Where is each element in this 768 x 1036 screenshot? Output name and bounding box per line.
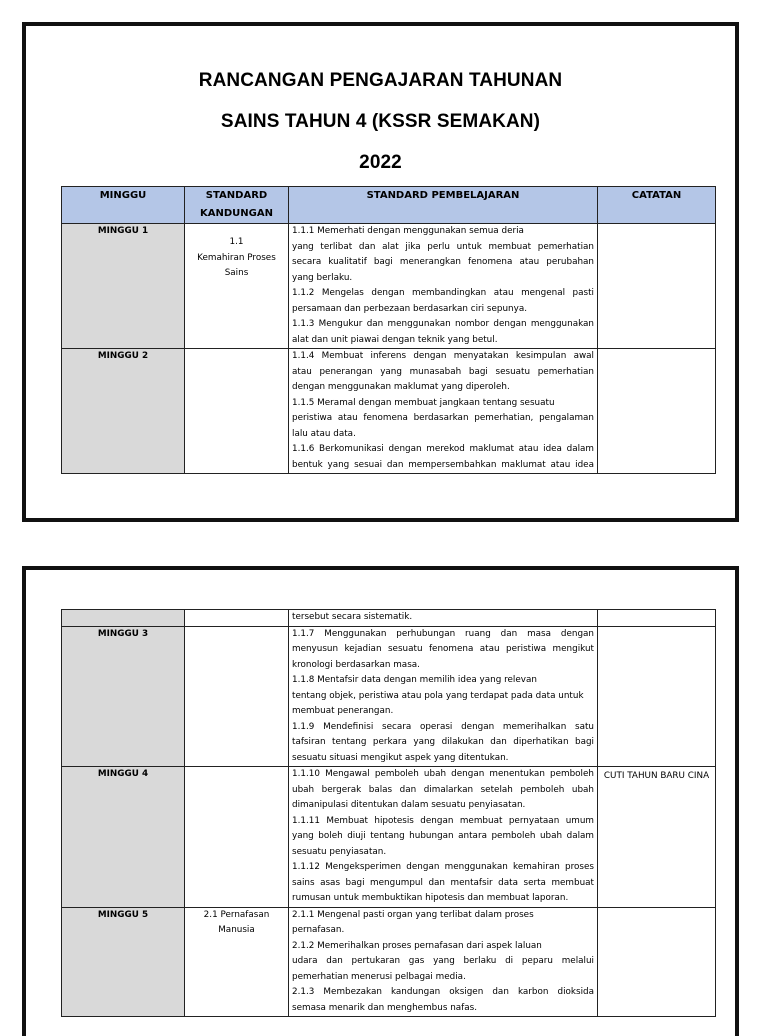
sp-line: ubah bergerak balas dan dimalarkan setelah pemboleh ubah <box>292 784 594 795</box>
week-cell: MINGGU 2 <box>62 349 185 474</box>
week-cell: MINGGU 4 <box>62 767 185 908</box>
sp-line: secara kualitatif bagi menerangkan fenomena atau perubahan <box>292 257 594 267</box>
sp-line: tentang objek, peristiwa atau pola yang terdapat pada data untuk <box>292 690 584 701</box>
week-cell: MINGGU 5 <box>62 907 185 1017</box>
sp-line: 2.1.2 Memerihalkan proses pernafasan dari aspek laluan <box>292 940 542 951</box>
sp-line: 1.1.9 Mendefinisi secara operasi dengan memerihalkan satu <box>292 721 594 732</box>
sp-line: 1.1.1 Memerhati dengan menggunakan semua deria <box>292 226 524 236</box>
standard-pembelajaran-cell <box>289 224 598 349</box>
standard-kandungan-cell <box>185 610 289 627</box>
rpt-table-page-1 <box>61 186 716 474</box>
sk-text: Kemahiran Proses Sains <box>197 252 276 278</box>
table-row <box>62 907 716 1017</box>
sp-line: atau penerangan yang munasabah bagi sesuatu pemerhatian <box>292 366 594 377</box>
sp-line: sesuatu penyiasatan. <box>292 846 387 857</box>
header-sk-line2: KANDUNGAN <box>200 208 273 219</box>
standard-kandungan-cell <box>185 767 289 908</box>
table-row <box>62 349 716 474</box>
standard-kandungan-cell <box>185 224 289 349</box>
sp-line: 1.1.8 Mentafsir data dengan memilih idea yang relevan <box>292 675 537 685</box>
standard-kandungan-cell: 2.1 Pernafasan Manusia <box>185 907 289 1017</box>
sp-line: kronologi berdasarkan masa. <box>292 659 420 670</box>
sp-line: peristiwa atau fenomena berdasarkan pemerhatian, pengalaman <box>292 413 594 423</box>
sp-line: yang terlibat dan alat jika perlu untuk membuat pemerhatian <box>292 241 594 252</box>
sp-line: tersebut secara sistematik. <box>292 612 413 622</box>
sp-line: semasa menarik dan menghembus nafas. <box>292 1002 478 1013</box>
sp-line: bentuk yang sesuai dan mempersembahkan maklumat atau idea <box>292 459 594 470</box>
table-row <box>62 767 716 908</box>
sp-line: pemerhatian menerusi pelbagai media. <box>292 971 466 982</box>
catatan-cell <box>598 349 716 474</box>
sp-line: yang boleh diuji tentang hubungan antara pemboleh ubah dalam <box>292 831 594 841</box>
standard-kandungan-cell <box>185 626 289 767</box>
sp-line: 1.1.10 Mengawal pemboleh ubah dengan menentukan pemboleh <box>292 769 594 779</box>
sp-line: pernafasan. <box>292 925 345 935</box>
standard-pembelajaran-cell <box>289 349 598 474</box>
sp-line: 1.1.2 Mengelas dengan membandingkan atau mengenal pasti <box>292 288 594 298</box>
sp-line: 1.1.12 Mengeksperimen dengan menggunakan kemahiran proses <box>292 862 594 872</box>
sp-line: dimanipulasi ditentukan dalam sesuatu penyiasatan. <box>292 800 526 810</box>
sp-line: dengan menggunakan maklumat yang diperoleh. <box>292 382 510 392</box>
sp-line: 1.1.5 Meramal dengan membuat jangkaan tentang sesuatu <box>292 397 555 408</box>
catatan-cell <box>598 224 716 349</box>
rpt-table-page-2 <box>61 609 716 1017</box>
header-catatan: CATATAN <box>598 187 716 224</box>
week-cell: MINGGU 1 <box>62 224 185 349</box>
table-header-row <box>62 187 716 224</box>
standard-kandungan-cell <box>185 349 289 474</box>
sp-line: 1.1.7 Menggunakan perhubungan ruang dan masa dengan <box>292 628 594 639</box>
sp-line: udara dan pertukaran gas yang berlaku di peparu melalui <box>292 956 594 966</box>
document-year: 2022 <box>359 152 402 173</box>
header-minggu: MINGGU <box>62 187 185 224</box>
catatan-cell: CUTI TAHUN BARU CINA <box>598 767 716 908</box>
sp-line: 2.1.3 Membezakan kandungan oksigen dan karbon dioksida <box>292 987 594 997</box>
document-page-2 <box>22 566 739 1036</box>
standard-pembelajaran-cell <box>289 767 598 908</box>
sp-line: persamaan dan perbezaan berdasarkan ciri sepunya. <box>292 303 528 314</box>
sp-line: 1.1.6 Berkomunikasi dengan merekod maklumat atau idea dalam <box>292 444 594 454</box>
document-page-1 <box>22 22 739 522</box>
week-cell <box>62 610 185 627</box>
sp-line: tafsiran tentang perkara yang dilakukan dan diperhatikan bagi <box>292 737 594 747</box>
week-cell: MINGGU 3 <box>62 626 185 767</box>
sp-line: yang berlaku. <box>292 272 353 283</box>
sp-line: menyusun kejadian sesuatu fenomena atau peristiwa mengikut <box>292 644 594 654</box>
sk-number: 1.1 <box>229 237 244 247</box>
sp-line: lalu atau data. <box>292 428 356 439</box>
sp-line: membuat penerangan. <box>292 706 394 716</box>
standard-pembelajaran-cell <box>289 626 598 767</box>
sp-line: 1.1.11 Membuat hipotesis dengan membuat pernyataan umum <box>292 815 594 826</box>
standard-pembelajaran-cell <box>289 610 598 627</box>
table-row <box>62 626 716 767</box>
table-row <box>62 224 716 349</box>
catatan-cell <box>598 907 716 1017</box>
header-sk-line1: STANDARD <box>205 190 268 201</box>
sp-line: rumusan untuk membuktikan hipotesis dan membuat laporan. <box>292 893 569 903</box>
document-title: RANCANGAN PENGAJARAN TAHUNAN <box>198 70 563 91</box>
sp-line: 2.1.1 Mengenal pasti organ yang terlibat dalam proses <box>292 909 534 920</box>
header-standard-pembelajaran: STANDARD PEMBELAJARAN <box>289 187 598 224</box>
catatan-cell <box>598 626 716 767</box>
header-standard-kandungan <box>185 187 289 224</box>
sp-line: sains asas bagi mengumpul dan mentafsir data serta membuat <box>292 877 594 888</box>
catatan-cell <box>598 610 716 627</box>
table-row <box>62 610 716 627</box>
sp-line: 1.1.3 Mengukur dan menggunakan nombor dengan menggunakan <box>292 319 594 329</box>
sp-line: sesuatu situasi mengikut aspek yang ditentukan. <box>292 752 509 763</box>
sp-line: alat dan unit piawai dengan teknik yang betul. <box>292 334 498 345</box>
standard-pembelajaran-cell <box>289 907 598 1017</box>
sp-line: 1.1.4 Membuat inferens dengan menyatakan kesimpulan awal <box>292 351 594 361</box>
document-subtitle: SAINS TAHUN 4 (KSSR SEMAKAN) <box>220 111 541 132</box>
